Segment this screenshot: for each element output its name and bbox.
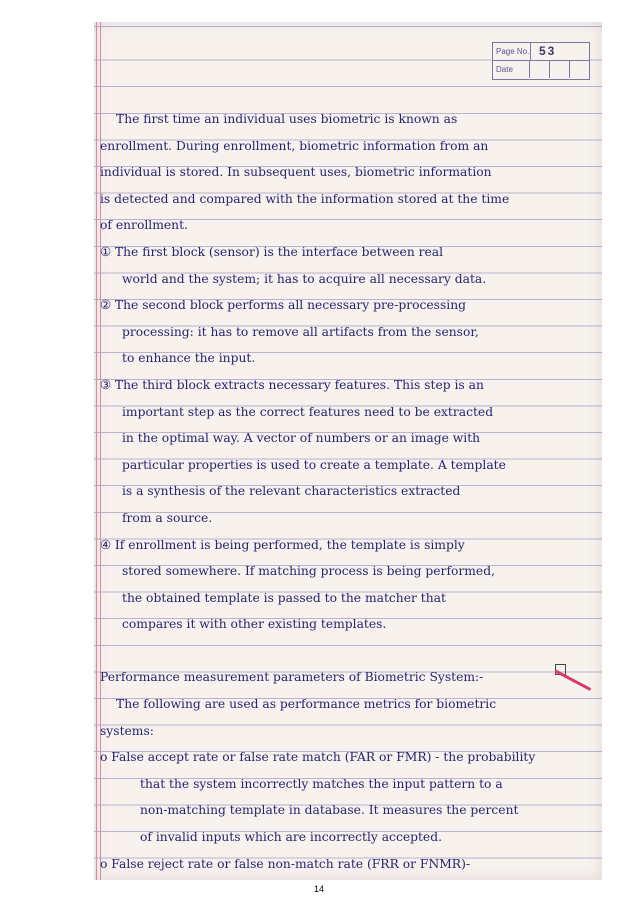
text-line: from a source. bbox=[122, 510, 213, 525]
text-line: non-matching template in database. It measures the percent bbox=[140, 803, 519, 818]
page-no-label: Page No. bbox=[493, 43, 531, 60]
text-line: The first time an individual uses biometric is known as bbox=[116, 112, 458, 126]
text-line: processing: it has to remove all artifacts from the sensor, bbox=[122, 324, 479, 339]
date-cell bbox=[550, 61, 570, 78]
handwritten-notes bbox=[100, 106, 600, 880]
date-row bbox=[493, 61, 589, 78]
text-line: world and the system; it has to acquire all necessary data. bbox=[122, 271, 487, 286]
text-line: compares it with other existing templates. bbox=[122, 617, 387, 632]
text-line: stored somewhere. If matching process is being performed, bbox=[122, 564, 495, 579]
text-line: ④ If enrollment is being performed, the template is simply bbox=[100, 537, 465, 552]
margin-line bbox=[96, 22, 97, 880]
page-number: 14 bbox=[313, 884, 324, 894]
page-no-value: 53 bbox=[539, 44, 557, 58]
bullet-line: o False accept rate or false rate match (FAR or FMR) - the probability bbox=[100, 750, 536, 765]
page-number-box bbox=[492, 42, 590, 80]
text-line: enrollment. During enrollment, biometric information from an bbox=[100, 138, 489, 153]
text-line: that the system incorrectly matches the input pattern to a bbox=[140, 776, 503, 791]
text-line: ① The first block (sensor) is the interface between real bbox=[100, 244, 444, 259]
text-line: is a synthesis of the relevant characteristics extracted bbox=[122, 484, 461, 499]
text-line: The following are used as performance metrics for biometric bbox=[116, 697, 497, 712]
date-cell bbox=[530, 61, 550, 78]
date-cell bbox=[570, 61, 589, 78]
bullet-line: o False reject rate or false non-match rate (FRR or FNMR)- bbox=[100, 856, 471, 871]
text-line: ② The second block performs all necessary pre-processing bbox=[100, 298, 467, 313]
section-heading: Performance measurement parameters of Biometric System:- bbox=[100, 670, 484, 685]
text-line: to enhance the input. bbox=[122, 351, 256, 366]
blank-line bbox=[100, 638, 600, 665]
text-line: important step as the correct features need to be extracted bbox=[122, 404, 494, 419]
text-line: ③ The third block extracts necessary features. This step is an bbox=[100, 377, 484, 392]
text-line: in the optimal way. A vector of numbers or an image with bbox=[122, 431, 481, 446]
text-line bbox=[100, 877, 600, 880]
notebook-page bbox=[94, 22, 602, 880]
date-label: Date bbox=[493, 61, 530, 78]
text-line: of invalid inputs which are incorrectly accepted. bbox=[140, 830, 442, 845]
text-line: of enrollment. bbox=[100, 218, 188, 233]
text-line: particular properties is used to create a template. A template bbox=[122, 457, 506, 472]
text-line: systems: bbox=[100, 723, 154, 738]
text-line: the obtained template is passed to the matcher that bbox=[122, 590, 446, 605]
text-line: is detected and compared with the information stored at the time bbox=[100, 191, 510, 206]
page-no-row bbox=[493, 43, 589, 61]
text-line: individual is stored. In subsequent uses, biometric information bbox=[100, 165, 492, 180]
